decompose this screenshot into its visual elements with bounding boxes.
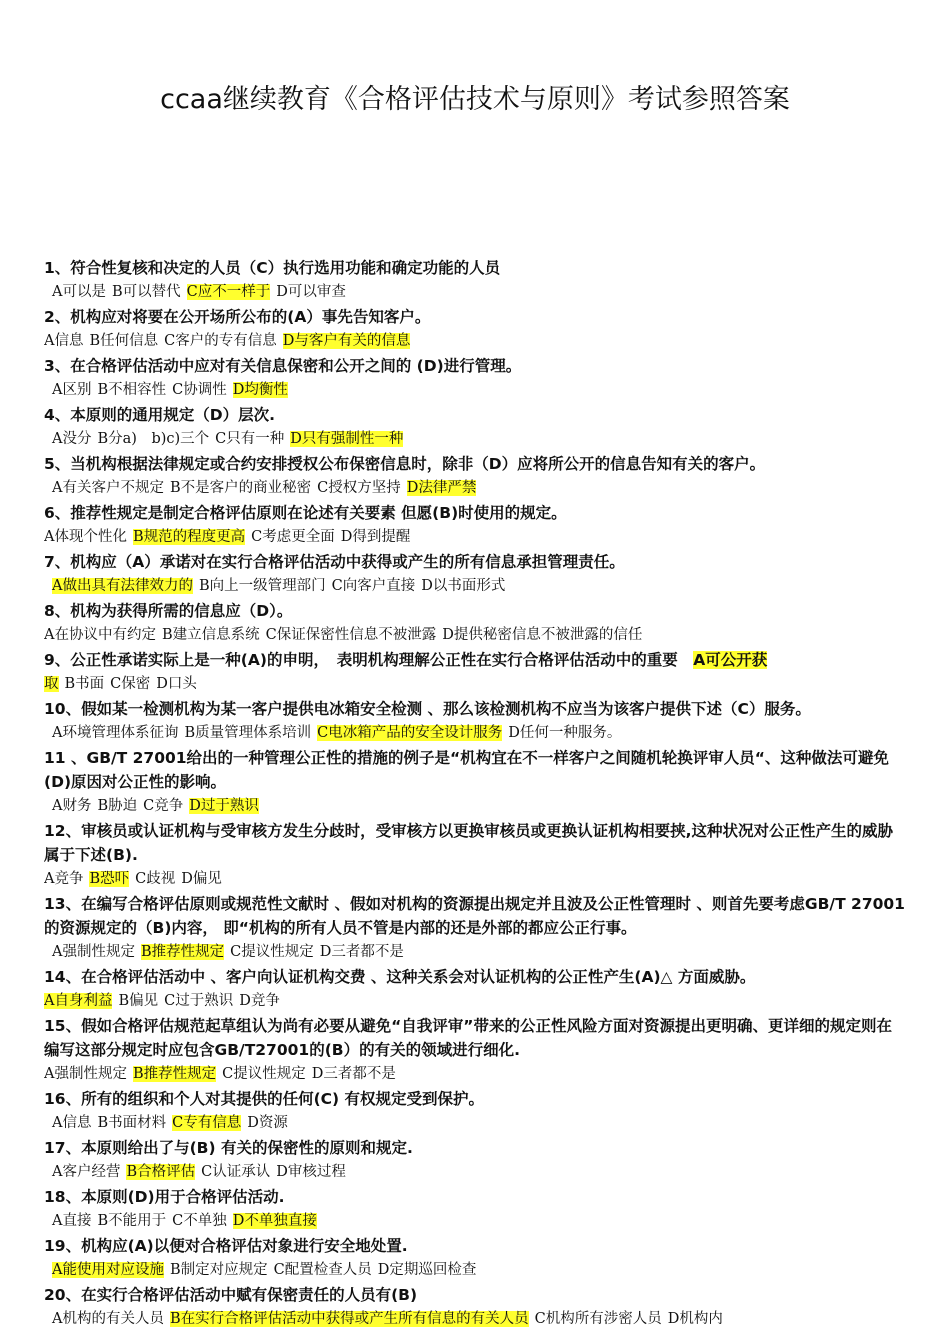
answer-option: C机构所有涉密人员: [534, 1311, 662, 1327]
answer-option: B胁迫: [97, 798, 138, 814]
answer-option-correct: 取: [44, 676, 59, 692]
answer-option: A可以是: [52, 284, 106, 300]
question-text: [44, 354, 906, 378]
answer-options: [44, 427, 906, 452]
question-text: [44, 1087, 906, 1111]
answer-option: D提供秘密信息不被泄露的信任: [442, 627, 643, 643]
question-text: [44, 452, 906, 476]
answer-option-correct: A自身利益: [44, 993, 113, 1009]
answer-option: C向客户直接: [331, 578, 416, 594]
question-stem: 10、假如某一检测机构为某一客户提供电冰箱安全检测 、那么该检测机构不应当为该客户提供下述（C）服务。: [44, 700, 811, 718]
answer-option: A客户经营: [52, 1164, 121, 1180]
answer-options: [44, 989, 906, 1014]
answer-option: B任何信息: [89, 333, 159, 349]
question-text: [44, 697, 906, 721]
answer-option: C保证保密性信息不被泄露: [265, 627, 437, 643]
question-text: [44, 550, 906, 574]
answer-options: [44, 329, 906, 354]
answer-options: [44, 623, 906, 648]
answer-options: [44, 378, 906, 403]
answer-option: C只有一种: [215, 431, 285, 447]
answer-option-correct: C电冰箱产品的安全设计服务: [317, 725, 503, 741]
question-stem: 13、在编写合格评估原则或规范性文献时 、假如对机构的资源提出规定并且波及公正性管理时 、则首先要考虑GB/T 27001的资源规定的（B)内容， 即“机构的所有人员不管是内部的还是外部的都应公正行事。: [44, 895, 905, 937]
answer-option: D可以审查: [276, 284, 346, 300]
answer-option: D任何一种服务。: [508, 725, 622, 741]
answer-option: B书面材料: [97, 1115, 167, 1131]
answer-option: C不单独: [172, 1213, 227, 1229]
question-text: [44, 1283, 906, 1307]
answer-option: A信息: [52, 1115, 92, 1131]
answer-option: C协调性: [172, 382, 227, 398]
question-text: [44, 1185, 906, 1209]
question-stem: 11 、GB/T 27001给出的一种管理公正性的措施的例子是“机构宜在不一样客户之间随机轮换评审人员“、这种做法可避免(D)原因对公正性的影响。: [44, 749, 889, 791]
answer-option-correct: B在实行合格评估活动中获得或产生所有信息的有关人员: [169, 1311, 529, 1327]
answer-option-correct: D过于熟识: [189, 798, 259, 814]
answer-options: [44, 525, 906, 550]
answer-option: B建立信息系统: [161, 627, 260, 643]
question-text: [44, 305, 906, 329]
answer-option-correct: D均衡性: [232, 382, 288, 398]
answer-option: B书面: [64, 676, 105, 692]
question-text: [44, 1014, 906, 1062]
answer-option: B不能用于: [97, 1213, 167, 1229]
answer-option: B分a) b)c)三个: [97, 431, 210, 447]
answer-options: [44, 794, 906, 819]
question-text: [44, 256, 906, 280]
answer-option: D资源: [247, 1115, 288, 1131]
answer-option-correct: D与客户有关的信息: [282, 333, 411, 349]
answer-option: A没分: [52, 431, 92, 447]
answer-option: A强制性规定: [52, 944, 135, 960]
answer-option: A在协议中有约定: [44, 627, 156, 643]
question-stem: 9、公正性承诺实际上是一种(A)的申明， 表明机构理解公正性在实行合格评估活动中的重要: [44, 651, 678, 669]
answer-option: B不相容性: [97, 382, 167, 398]
answer-option: A体现个性化: [44, 529, 127, 545]
answer-options: [44, 1209, 906, 1234]
question-text: [44, 501, 906, 525]
answer-options: [44, 1160, 906, 1185]
answer-option: B偏见: [118, 993, 159, 1009]
answer-options: [44, 672, 906, 697]
answer-option: D口头: [156, 676, 197, 692]
answer-option: B质量管理体系培训: [184, 725, 312, 741]
answer-option: C过于熟识: [164, 993, 234, 1009]
answer-option: A财务: [52, 798, 92, 814]
answer-option: A区别: [52, 382, 92, 398]
answer-options: [44, 940, 906, 965]
question-stem: 7、机构应（A）承诺对在实行合格评估活动中获得或产生的所有信息承担管理责任。: [44, 553, 625, 571]
answer-highlight: A可公开获: [693, 651, 768, 669]
question-stem: 15、假如合格评估规范起草组认为尚有必要从避免“自我评审”带来的公正性风险方面对资源提出更明确、更详细的规定则在编写这部分规定时应包含GB/T27001的(B）的有关的领域进行细化.: [44, 1017, 892, 1059]
answer-option-correct: D不单独直接: [232, 1213, 317, 1229]
answer-options: [44, 1258, 906, 1283]
answer-option: A有关客户不规定: [52, 480, 164, 496]
answer-option-correct: A能使用对应设施: [52, 1262, 164, 1278]
question-stem: 3、在合格评估活动中应对有关信息保密和公开之间的 (D)进行管理。: [44, 357, 522, 375]
answer-option: D得到提醒: [340, 529, 411, 545]
question-text: [44, 965, 906, 989]
answer-option: C提议性规定: [222, 1066, 306, 1082]
answer-option: D三者都不是: [311, 1066, 396, 1082]
answer-option: C保密: [110, 676, 151, 692]
answer-option-correct: D法律严禁: [406, 480, 477, 496]
answer-option-correct: B推荐性规定: [132, 1066, 217, 1082]
answer-option: C提议性规定: [230, 944, 314, 960]
question-text: [44, 1234, 906, 1258]
question-text: [44, 403, 906, 427]
question-stem: 16、所有的组织和个人对其提供的任何(C) 有权规定受到保护。: [44, 1090, 485, 1108]
answer-option: C客户的专有信息: [164, 333, 277, 349]
answer-option-correct: B推荐性规定: [140, 944, 225, 960]
answer-options: [44, 721, 906, 746]
answer-option: D三者都不是: [319, 944, 404, 960]
question-text: [44, 746, 906, 794]
document-title: ccaa继续教育《合格评估技术与原则》考试参照答案: [160, 84, 790, 115]
answer-option: C歧视: [135, 871, 176, 887]
question-stem: 18、本原则(D)用于合格评估活动.: [44, 1188, 285, 1206]
answer-option: C配置检查人员: [273, 1262, 372, 1278]
question-text: [44, 648, 906, 672]
answer-option: C考虑更全面: [251, 529, 335, 545]
question-stem: 14、在合格评估活动中 、客户向认证机构交费 、这种关系会对认证机构的公正性产生(A)△ 方面威胁。: [44, 968, 756, 986]
answer-option: D定期巡回检查: [377, 1262, 477, 1278]
answer-options: [44, 280, 906, 305]
answer-option: D以书面形式: [421, 578, 506, 594]
answer-option: B向上一级管理部门: [198, 578, 326, 594]
answer-option: A直接: [52, 1213, 92, 1229]
answer-option: D机构内: [667, 1311, 723, 1327]
answer-option: B不是客户的商业秘密: [169, 480, 312, 496]
question-stem: 20、在实行合格评估活动中赋有保密责任的人员有(B): [44, 1286, 418, 1304]
answer-options: [44, 867, 906, 892]
answer-option: A环境管理体系征询: [52, 725, 179, 741]
question-stem: 5、当机构根据法律规定或合约安排授权公布保密信息时，除非（D）应将所公开的信息告知有关的客户。: [44, 455, 766, 473]
question-text: [44, 892, 906, 940]
question-text: [44, 1136, 906, 1160]
question-stem: 4、本原则的通用规定（D）层次.: [44, 406, 276, 424]
answer-option: A信息: [44, 333, 84, 349]
answer-option: C竞争: [143, 798, 184, 814]
answer-option: C授权方坚持: [317, 480, 401, 496]
answer-options: [44, 574, 906, 599]
question-stem: 1、符合性复核和决定的人员（C）执行选用功能和确定功能的人员: [44, 259, 501, 277]
question-stem: 12、审核员或认证机构与受审核方发生分歧时，受审核方以更换审核员或更换认证机构相要挟,这种状况对公正性产生的威胁属于下述(B).: [44, 822, 893, 864]
answer-options: [44, 1307, 906, 1332]
answer-options: [44, 476, 906, 501]
answer-option-correct: C专有信息: [172, 1115, 242, 1131]
question-text: [44, 819, 906, 867]
question-stem: 6、推荐性规定是制定合格评估原则在论述有关要素 但愿(B)时使用的规定。: [44, 504, 567, 522]
answer-option-correct: B规范的程度更高: [132, 529, 246, 545]
question-stem: 17、本原则给出了与(B) 有关的保密性的原则和规定.: [44, 1139, 413, 1157]
question-list: [44, 256, 906, 1332]
answer-option: D审核过程: [276, 1164, 346, 1180]
answer-option: D竞争: [239, 993, 280, 1009]
answer-option: A机构的有关人员: [52, 1311, 164, 1327]
answer-option: A强制性规定: [44, 1066, 127, 1082]
answer-option: D偏见: [181, 871, 222, 887]
answer-option-correct: D只有强制性一种: [290, 431, 404, 447]
answer-options: [44, 1062, 906, 1087]
answer-option-correct: B合格评估: [126, 1164, 196, 1180]
answer-options: [44, 1111, 906, 1136]
question-stem: 2、机构应对将要在公开场所公布的(A）事先告知客户。: [44, 308, 431, 326]
answer-option-correct: C应不一样于: [186, 284, 271, 300]
answer-option: A竞争: [44, 871, 84, 887]
answer-option-correct: A做出具有法律效力的: [52, 578, 193, 594]
answer-option: B制定对应规定: [169, 1262, 268, 1278]
question-stem: 19、机构应(A)以便对合格评估对象进行安全地处置.: [44, 1237, 408, 1255]
answer-option: B可以替代: [111, 284, 181, 300]
answer-option-correct: B恐吓: [89, 871, 130, 887]
question-stem: 8、机构为获得所需的信息应（D）。: [44, 602, 293, 620]
answer-option: C认证承认: [201, 1164, 271, 1180]
question-text: [44, 599, 906, 623]
